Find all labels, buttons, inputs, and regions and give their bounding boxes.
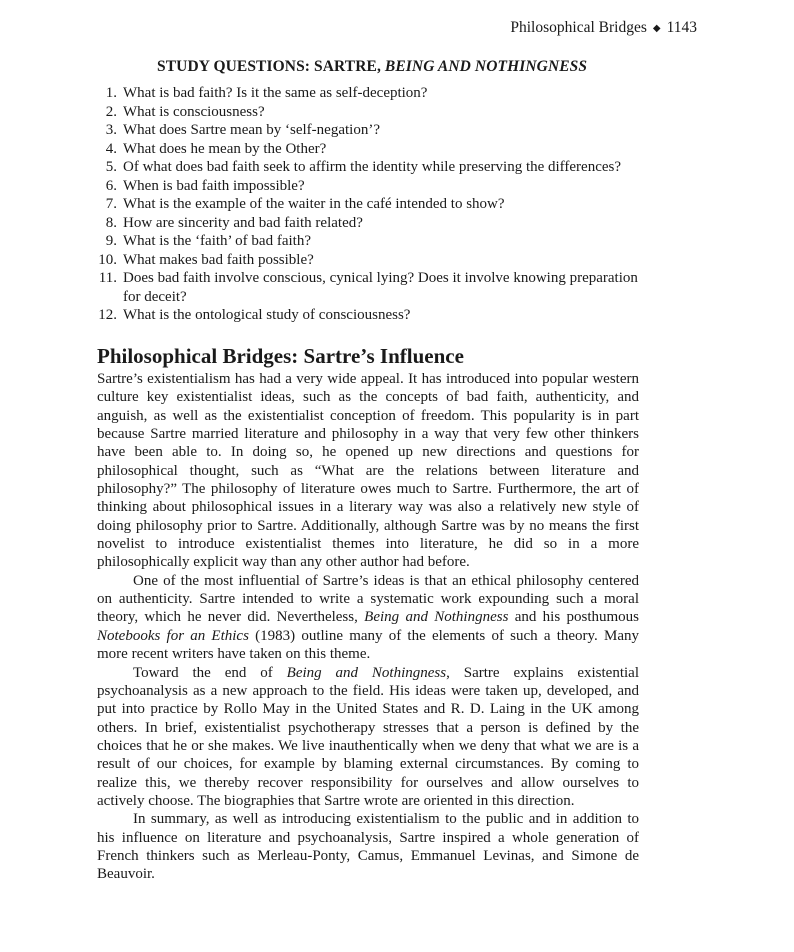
question-number: 5. <box>105 159 117 175</box>
question-item <box>97 269 642 306</box>
paragraph-2-text-e: (1983) outline many of the elements of such a theory. Many more recent writers have taken on this theme. <box>97 627 639 663</box>
question-number: 3. <box>105 122 117 138</box>
page-number: 1143 <box>666 19 697 36</box>
question-number: 4. <box>105 140 117 157</box>
question-text: What does he mean by the Other? <box>123 140 327 157</box>
paragraph-2-text-a: One of the most influential of Sartre’s ideas is that an ethical philosophy centered on authenticity. Sartre intended to write a systematic work expounding such a moral theory, which he never did. Nevertheless, <box>97 572 639 626</box>
question-text: What is consciousness? <box>123 103 265 120</box>
paragraph-3 <box>97 664 639 811</box>
question-item <box>97 103 642 122</box>
question-item <box>97 251 642 270</box>
paragraph-3-text-a: Toward the end of <box>133 664 287 681</box>
question-item <box>97 84 642 103</box>
study-questions-list <box>97 84 642 325</box>
question-item <box>97 306 642 325</box>
paragraph-3-text-c: , Sartre explains existential psychoanalysis as a new approach to the field. His ideas were taken up, developed, and put into practice by Rollo May in the United States and R. D. Laing in the UK among others. In brief, existentialist psychotherapy stresses that a person is defined by the choices that he or she makes. We live inauthentically when we deny that what we are is a result of our choices, for example by blaming external circumstances. By coming to realize this, we thereby recover responsibility for ourselves and allow ourselves to actively choose. The biographies that Sartre wrote are oriented in this direction. <box>97 664 639 809</box>
question-number: 10. <box>98 251 117 268</box>
question-number: 9. <box>105 233 117 249</box>
question-item <box>97 158 642 177</box>
paragraph-2-title-being-and-nothingness: Being and Nothingness <box>364 609 509 626</box>
running-head-section: Philosophical Bridges <box>510 19 647 36</box>
question-number: 1. <box>105 85 117 101</box>
paragraph-1: Sartre’s existentialism has had a very wide appeal. It has introduced into popular western culture key existentialist ideas, such as the concepts of bad faith, authenticity, and anguish, as well as the existentialist conception of freedom. This popularity is in part because Sartre married literature and philosophy in a way that very few other thinkers have been able to. In doing so, he opened up new directions and questions for philosophical thought, such as “What are the relations between literature and philosophy?” The philosophy of literature owes much to Sartre. Furthermore, the art of thinking about philosophical issues in a literary way was also a relatively new style of doing philosophy prior to Sartre. Additionally, although Sartre was by no means the first novelist to introduce existentialist themes into literature, he did so in a more philosophically explicit way than any other author had before. <box>97 371 639 571</box>
question-text: Of what does bad faith seek to affirm the identity while preserving the differences? <box>123 159 622 175</box>
study-questions-title-prefix: STUDY QUESTIONS: SARTRE, <box>157 58 385 75</box>
paragraph-2-title-notebooks: Notebooks for an Ethics <box>97 627 249 644</box>
question-number: 7. <box>105 196 117 212</box>
question-text: How are sincerity and bad faith related? <box>123 214 363 231</box>
question-number: 11. <box>98 270 117 286</box>
question-item <box>97 177 642 196</box>
question-text: What is the ontological study of consciousness? <box>123 307 411 323</box>
question-item <box>97 232 642 251</box>
question-item <box>97 121 642 140</box>
paragraph-4: In summary, as well as introducing existentialism to the public and in addition to his influence on literature and psychoanalysis, Sartre inspired a whole generation of French thinkers such as Merleau-Ponty, Camus, Emmanuel Levinas, and Simone de Beauvoir. <box>97 811 639 883</box>
question-text: When is bad faith impossible? <box>123 177 305 194</box>
question-number: 8. <box>105 214 117 231</box>
question-number: 12. <box>98 307 117 323</box>
question-text: Does bad faith involve conscious, cynical lying? Does it involve knowing preparation for deceit? <box>123 270 638 305</box>
paragraph-2-text-c: and his posthumous <box>508 609 639 626</box>
question-text: What is the example of the waiter in the café intended to show? <box>123 196 505 212</box>
question-item <box>97 140 642 159</box>
paragraph-3-title-being-and-nothingness: Being and Nothingness <box>286 664 447 681</box>
question-text: What is the ‘faith’ of bad faith? <box>123 233 311 249</box>
study-questions-title <box>157 57 617 77</box>
study-questions-title-work: BEING AND NOTHINGNESS <box>384 58 588 75</box>
paragraph-2 <box>97 572 639 664</box>
question-text: What is bad faith? Is it the same as self-deception? <box>123 85 428 101</box>
question-text: What makes bad faith possible? <box>123 251 314 268</box>
question-item <box>97 195 642 214</box>
section-heading: Philosophical Bridges: Sartre’s Influence <box>97 344 464 368</box>
question-item <box>97 214 642 233</box>
running-head <box>510 18 697 39</box>
diamond-separator-icon: ◆ <box>652 23 661 34</box>
section-body <box>97 370 639 884</box>
question-text: What does Sartre mean by ‘self-negation’? <box>123 122 380 138</box>
question-number: 2. <box>105 103 117 120</box>
question-number: 6. <box>105 177 117 194</box>
